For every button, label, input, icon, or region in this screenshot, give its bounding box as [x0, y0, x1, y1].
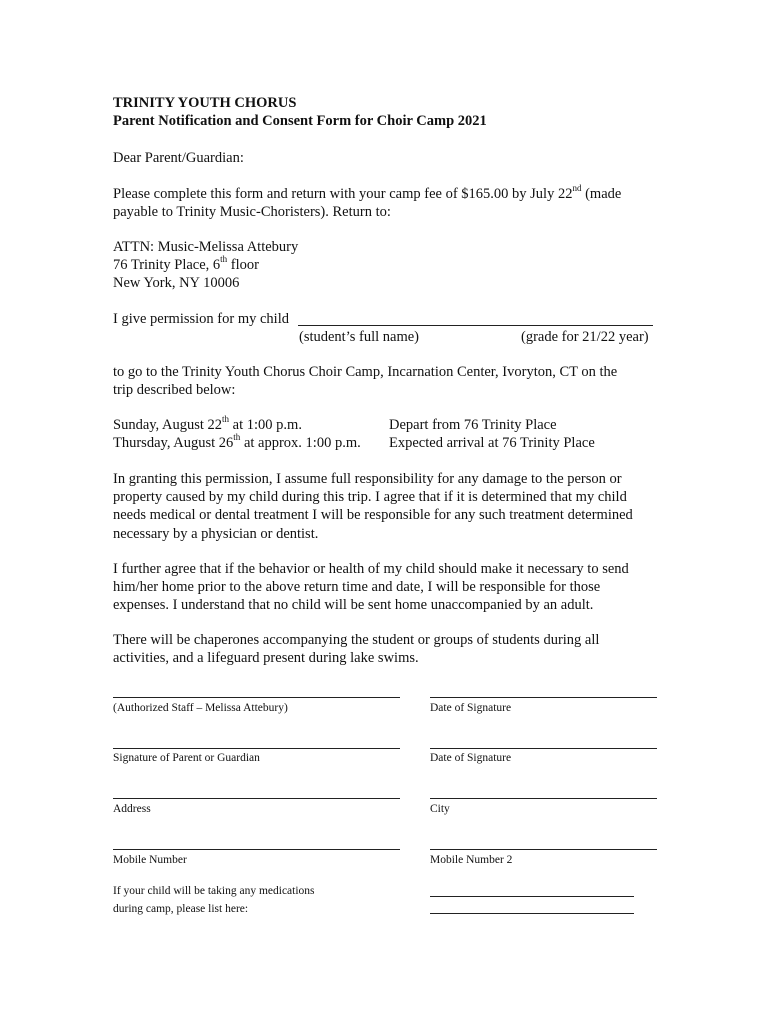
- paragraph-line: In granting this permission, I assume full responsibility for any damage to the person or: [113, 471, 622, 487]
- salutation: Dear Parent/Guardian:: [113, 150, 244, 166]
- address-label: Address: [113, 803, 151, 815]
- city-field[interactable]: [430, 798, 657, 799]
- form-subtitle: Parent Notification and Consent Form for Choir Camp 2021: [113, 113, 487, 129]
- paragraph-line: activities, and a lifeguard present during lake swims.: [113, 650, 419, 667]
- paragraph-line: him/her home prior to the above return time and date, I will be responsible for those: [113, 579, 601, 596]
- parent-signature-field[interactable]: [113, 748, 400, 749]
- responsibility-paragraph: [113, 470, 663, 543]
- staff-signature-label: (Authorized Staff – Melissa Attebury): [113, 702, 288, 714]
- paragraph-line: needs medical or dental treatment I will be responsible for any such treatment determined: [113, 507, 633, 524]
- city-line: New York, NY 10006: [113, 275, 240, 291]
- schedule-arrival-desc: Expected arrival at 76 Trinity Place: [389, 435, 595, 451]
- parent-date-field[interactable]: [430, 748, 657, 749]
- medications-field-2[interactable]: [430, 913, 634, 914]
- mobile-field[interactable]: [113, 849, 400, 850]
- medications-line-2: during camp, please list here:: [113, 903, 249, 915]
- behavior-paragraph: [113, 560, 663, 615]
- permission-text: I give permission for my child: [113, 311, 289, 327]
- grade-label: (grade for 21/22 year): [521, 329, 649, 345]
- student-name-label: (student’s full name): [299, 329, 420, 345]
- paragraph-line: There will be chaperones accompanying the student or groups of students during all: [113, 632, 600, 648]
- attn-line: ATTN: Music-Melissa Attebury: [113, 239, 299, 255]
- trip-line-1: to go to the Trinity Youth Chorus Choir Camp, Incarnation Center, Ivoryton, CT on the: [113, 364, 618, 380]
- schedule-departure-date: Sunday, August 22th at 1:00 p.m.: [113, 414, 302, 433]
- parent-date-label: Date of Signature: [430, 752, 512, 764]
- city-label: City: [430, 803, 450, 815]
- chaperones-paragraph: [113, 631, 663, 667]
- staff-signature-field[interactable]: [113, 697, 400, 698]
- address-field[interactable]: [113, 798, 400, 799]
- intro-line-1: Please complete this form and return with your camp fee of $165.00 by July 22nd (made: [113, 183, 622, 202]
- schedule-arrival-date: Thursday, August 26th at approx. 1:00 p.m.: [113, 432, 361, 451]
- paragraph-line: property caused by my child during this trip. I agree that if it is determined that my child: [113, 489, 627, 506]
- medications-field-1[interactable]: [430, 896, 634, 897]
- mobile-2-field[interactable]: [430, 849, 657, 850]
- student-name-field[interactable]: [298, 325, 653, 326]
- mobile-2-label: Mobile Number 2: [430, 854, 513, 866]
- staff-date-field[interactable]: [430, 697, 657, 698]
- paragraph-line: expenses. I understand that no child will be sent home unaccompanied by an adult.: [113, 597, 594, 614]
- parent-signature-label: Signature of Parent or Guardian: [113, 752, 260, 764]
- mobile-label: Mobile Number: [113, 854, 187, 866]
- trip-line-2: trip described below:: [113, 382, 236, 398]
- intro-line-2: payable to Trinity Music-Choristers). Return to:: [113, 204, 391, 220]
- paragraph-line: I further agree that if the behavior or health of my child should make it necessary to send: [113, 561, 629, 577]
- staff-date-label: Date of Signature: [430, 702, 512, 714]
- medications-line-1: If your child will be taking any medications: [113, 885, 315, 897]
- schedule-departure-desc: Depart from 76 Trinity Place: [389, 417, 557, 433]
- street-line: 76 Trinity Place, 6th floor: [113, 254, 259, 273]
- form-title: TRINITY YOUTH CHORUS: [113, 95, 297, 111]
- paragraph-line: necessary by a physician or dentist.: [113, 525, 319, 542]
